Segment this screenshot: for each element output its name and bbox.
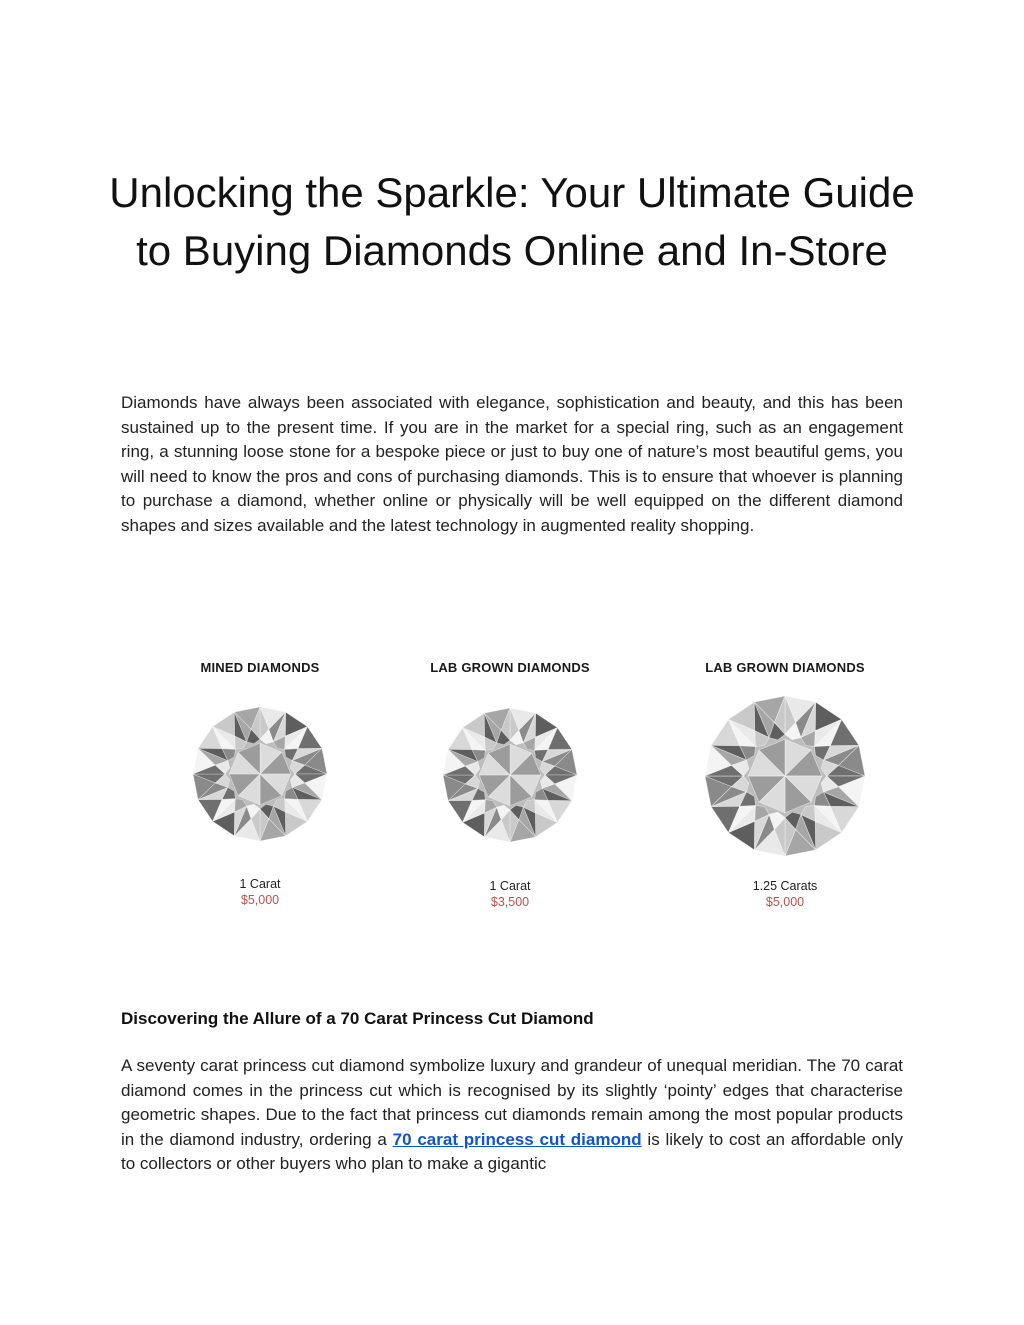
column-label: LAB GROWN DIAMONDS bbox=[430, 660, 590, 675]
round-diamond-icon bbox=[410, 680, 610, 878]
paragraph-text: is likely to cost an affordable only to collectors or other buyers who plan to make a gigantic bbox=[121, 1129, 903, 1173]
section-heading: Discovering the Allure of a 70 Carat Princess Cut Diamond bbox=[121, 1009, 594, 1028]
paragraph-text: A seventy carat princess cut diamond symbolize luxury and grandeur of unequal meridian. The 70 carat diamond comes in the princess cut which is recognised by its slightly ‘pointy’ edges that characterise geometric shapes. Due to the fact that princess cut diamonds remain among the most popular products in the diamond industry, ordering a bbox=[121, 1056, 903, 1149]
intro-paragraph: Diamonds have always been associated with elegance, sophistication and beauty, and this has been sustained up to the present time. If you are in the market for a special ring, such as an engagement ring, a stunning loose stone for a bespoke piece or just to buy one of nature’s most beautiful gems, you will need to know the pros and cons of purchasing diamonds. This is to ensure that whoever is planning to purchase a diamond, whether online or physically will be well equipped on the different diamond shapes and sizes available and the latest technology in augmented reality shopping. bbox=[121, 393, 903, 535]
column-label: MINED DIAMONDS bbox=[200, 660, 320, 675]
price-label: $3,500 bbox=[490, 895, 530, 909]
price-label: $5,000 bbox=[240, 893, 280, 907]
figure-column-lab-grown-1 bbox=[390, 660, 630, 910]
section-paragraph bbox=[121, 1054, 903, 1177]
figure-column-lab-grown-2 bbox=[665, 660, 905, 910]
round-diamond-icon bbox=[685, 680, 885, 878]
carat-label: 1.25 Carats bbox=[752, 879, 818, 893]
column-label: LAB GROWN DIAMONDS bbox=[705, 660, 865, 675]
round-diamond-icon bbox=[160, 680, 360, 876]
page-title: Unlocking the Sparkle: Your Ultimate Guide to Buying Diamonds Online and In-Store bbox=[109, 169, 915, 274]
figure-column-mined bbox=[140, 660, 380, 908]
carat-label: 1 Carat bbox=[239, 877, 281, 891]
diamond-comparison-figure bbox=[140, 660, 900, 920]
princess-cut-diamond-link[interactable]: 70 carat princess cut diamond bbox=[392, 1129, 642, 1149]
price-label: $5,000 bbox=[765, 895, 805, 909]
carat-label: 1 Carat bbox=[489, 879, 531, 893]
